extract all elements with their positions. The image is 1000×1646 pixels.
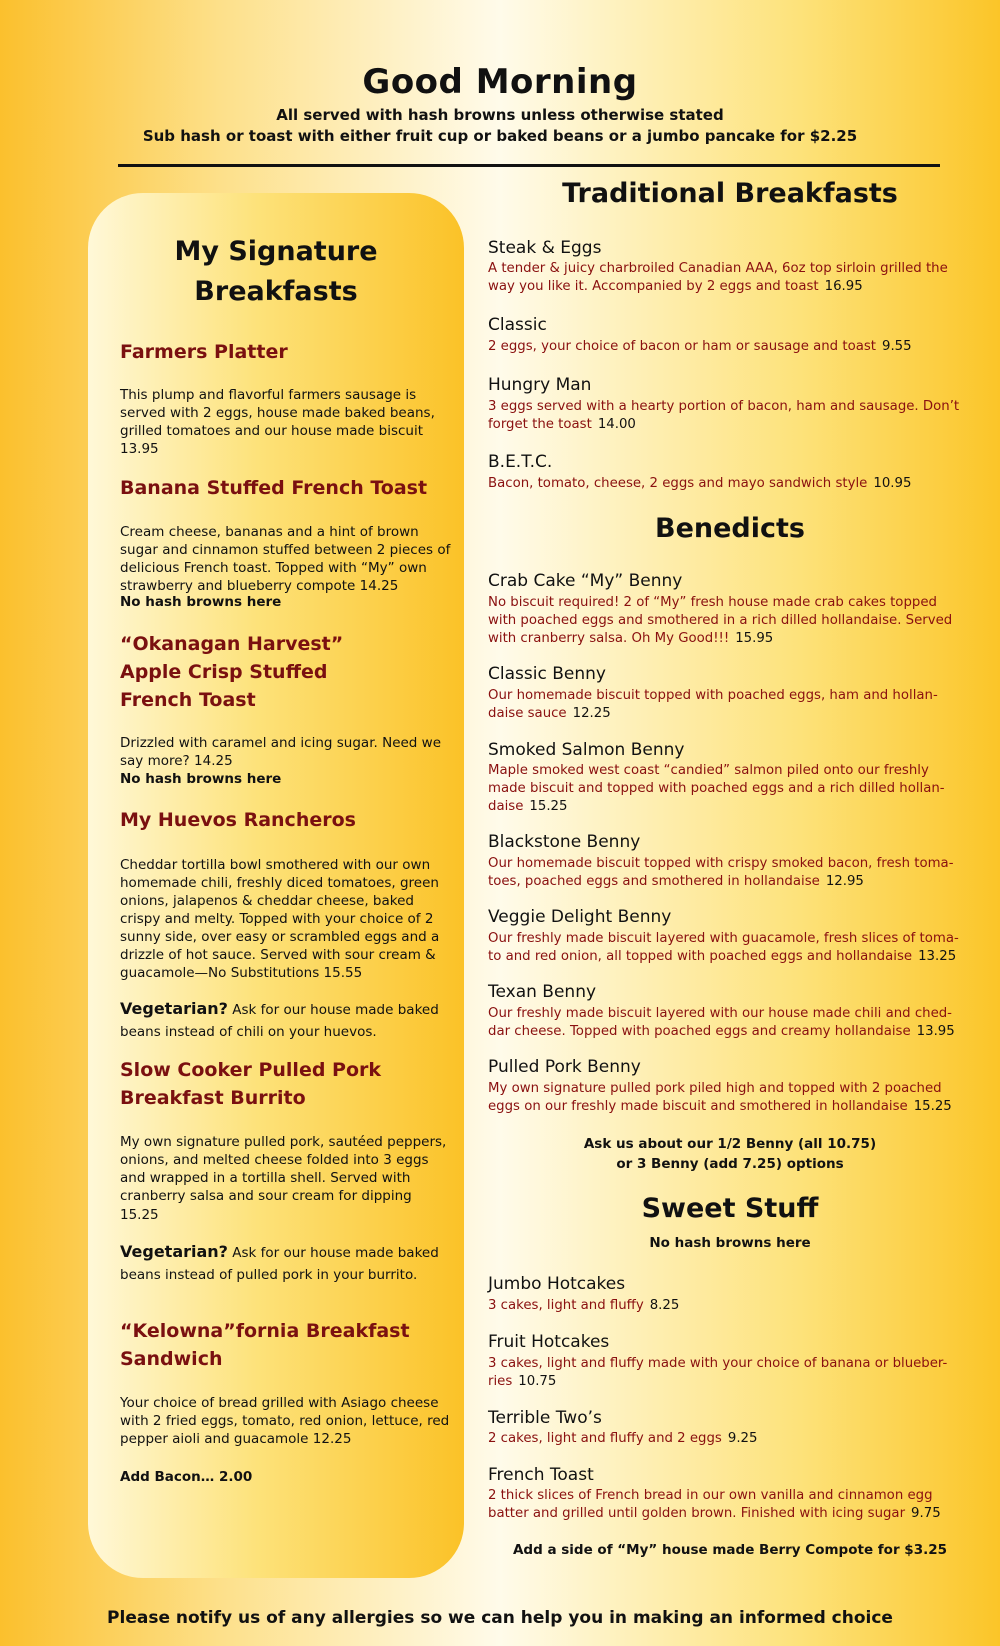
farmers-platter-desc: This plump and flavorful farmers sausage is served with 2 eggs, house made baked beans, grilled tomatoes and our house made biscuit 13.95 (120, 387, 435, 457)
desc-text: 2 thick slices of French bread in our own vanilla and cinnamon egg batter and grilled until golden brown. Finished with icing sugar (488, 1488, 933, 1521)
item-price: 15.25 (913, 1099, 952, 1114)
burrito-title-1: Slow Cooker Pulled Pork (120, 1059, 382, 1081)
sandwich-title-1: “Kelowna”fornia Breakfast (120, 1320, 410, 1342)
benedicts-title: Benedicts (655, 513, 805, 544)
menu-item-name: Fruit Hotcakes (488, 1332, 610, 1352)
three-benny-note: or 3 Benny (add 7.25) options (616, 1156, 844, 1172)
vegetarian-label: Vegetarian? (120, 999, 228, 1018)
item-price: 12.95 (825, 874, 864, 889)
okanagan-title-3: French Toast (120, 689, 256, 711)
desc-text: Our homemade biscuit topped with crispy smoked bacon, fresh toma-toes, poached eggs and smothered in hollandaise (488, 856, 954, 889)
desc-text: 2 eggs, your choice of bacon or ham or sausage and toast (488, 339, 876, 354)
berry-compote-note: Add a side of “My” house made Berry Compote for $3.25 (512, 1542, 948, 1558)
menu-item-desc (488, 1355, 968, 1391)
signature-title-line2: Breakfasts (194, 276, 358, 307)
desc-text: Maple smoked west coast “candied” salmon piled onto our freshly made biscuit and topped with poached eggs and a rich dilled hollan-daise (488, 763, 945, 814)
okanagan-title-1: “Okanagan Harvest” (120, 633, 344, 655)
menu-item-desc (488, 1005, 968, 1041)
desc-text: Bacon, tomato, cheese, 2 eggs and mayo sandwich style (488, 476, 868, 491)
item-price: 10.75 (518, 1374, 557, 1389)
menu-item-desc (488, 475, 968, 493)
menu-item-name: Smoked Salmon Benny (488, 740, 685, 760)
header-divider (118, 164, 940, 167)
menu-item-desc (488, 338, 968, 356)
menu-item-name: Crab Cake “My” Benny (488, 571, 683, 591)
menu-item-name: French Toast (488, 1465, 594, 1485)
sandwich-desc: Your choice of bread grilled with Asiago cheese with 2 fried eggs, tomato, red onion, lettuce, red pepper aioli and guacamole 12.25 (120, 1395, 450, 1447)
menu-item-name: Blackstone Benny (488, 832, 641, 852)
okanagan-title-2: Apple Crisp Stuffed (120, 661, 328, 683)
menu-item-desc (488, 855, 968, 891)
desc-text: 3 cakes, light and fluffy made with your choice of banana or blueber-ries (488, 1356, 948, 1389)
desc-text: A tender & juicy charbroiled Canadian AAA, 6oz top sirloin grilled the way you like it. Accompanied by 2 eggs and toast (488, 261, 948, 294)
menu-item-name: Jumbo Hotcakes (488, 1274, 626, 1294)
menu-item-desc (488, 930, 968, 966)
menu-item-desc (488, 1487, 968, 1523)
menu-item-name: Classic (488, 315, 547, 335)
vegetarian-text: Ask for our house made baked beans instead of chili on your huevos. (120, 1002, 439, 1040)
okanagan-desc: Drizzled with caramel and icing sugar. Need we say more? 14.25 (120, 735, 442, 769)
sandwich-addon: Add Bacon… 2.00 (120, 1469, 253, 1485)
sweet-stuff-title: Sweet Stuff (641, 1193, 819, 1224)
banana-toast-desc: Cream cheese, bananas and a hint of brown sugar and cinnamon stuffed between 2 pieces of delicious French toast. Topped with “My” own strawberry and blueberry compote 14.25 (120, 524, 451, 594)
vegetarian-text: Ask for our house made baked beans instead of pulled pork in your burrito. (120, 1245, 439, 1283)
page-title: Good Morning (362, 62, 638, 102)
item-price: 8.25 (649, 1298, 680, 1313)
menu-item-name: Hungry Man (488, 375, 592, 395)
desc-text: 3 eggs served with a hearty portion of bacon, ham and sausage. Don’t forget the toast (488, 399, 960, 432)
desc-text: Our freshly made biscuit layered with guacamole, fresh slices of toma-to and red onion, all topped with poached eggs and hollandaise (488, 931, 959, 964)
item-price: 15.25 (529, 799, 568, 814)
item-price: 9.55 (882, 339, 912, 354)
menu-item-name: Classic Benny (488, 664, 606, 684)
item-price: 15.95 (735, 631, 774, 646)
menu-item-name: Veggie Delight Benny (488, 907, 672, 927)
menu-item-desc (488, 398, 968, 434)
burrito-title-2: Breakfast Burrito (120, 1087, 306, 1109)
signature-title-line1: My Signature (174, 236, 378, 267)
item-price: 13.25 (918, 949, 957, 964)
menu-header (0, 62, 1000, 145)
burrito-vegetarian (120, 1241, 455, 1286)
item-price: 9.75 (911, 1506, 941, 1521)
burrito-price: 15.25 (120, 1207, 159, 1223)
farmers-platter-title: Farmers Platter (120, 341, 288, 363)
traditional-title: Traditional Breakfasts (562, 178, 898, 209)
sandwich-title-2: Sandwich (120, 1348, 223, 1370)
menu-item-name: Terrible Two’s (488, 1408, 602, 1428)
menu-item-name: B.E.T.C. (488, 452, 553, 472)
menu-item-name: Texan Benny (488, 982, 597, 1002)
menu-item-desc (488, 687, 968, 723)
desc-text: Our homemade biscuit topped with poached eggs, ham and hollan-daise sauce (488, 688, 938, 721)
item-price: 12.25 (572, 706, 611, 721)
header-subline-2: Sub hash or toast with either fruit cup or baked beans or a jumbo pancake for $2.25 (142, 127, 858, 145)
sweet-stuff-subtitle: No hash browns here (649, 1235, 811, 1251)
menu-item-desc (488, 260, 968, 296)
desc-text: 2 cakes, light and fluffy and 2 eggs (488, 1431, 722, 1446)
desc-text: My own signature pulled pork piled high and topped with 2 poached eggs on our freshly made biscuit and smothered in hollandaise (488, 1081, 942, 1114)
burrito-desc: My own signature pulled pork, sautéed peppers, onions, and melted cheese folded into 3 eggs and wrapped in a tortilla shell. Served with cranberry salsa and sour cream for dipping (120, 1134, 447, 1204)
menu-item-name: Pulled Pork Benny (488, 1057, 641, 1077)
header-subline: All served with hash browns unless otherwise stated (276, 106, 724, 124)
okanagan-note: No hash browns here (120, 771, 282, 787)
banana-toast-note: No hash browns here (120, 594, 282, 610)
item-price: 14.00 (597, 417, 636, 432)
banana-toast-title: Banana Stuffed French Toast (120, 477, 428, 499)
vegetarian-label: Vegetarian? (120, 1242, 228, 1261)
desc-text: 3 cakes, light and fluffy (488, 1298, 644, 1313)
menu-item-desc (488, 594, 968, 648)
desc-text: No biscuit required! 2 of “My” fresh house made crab cakes topped with poached eggs and smothered in a rich dilled hollandaise. Served with cranberry salsa. Oh My Good!!! (488, 595, 953, 646)
item-price: 9.25 (727, 1431, 758, 1446)
item-price: 16.95 (824, 279, 863, 294)
huevos-title: My Huevos Rancheros (120, 809, 356, 831)
menu-item-desc (488, 762, 968, 816)
item-price: 13.95 (916, 1024, 955, 1039)
menu-item-desc (488, 1430, 968, 1448)
allergy-footer: Please notify us of any allergies so we can help you in making an informed choice (107, 1608, 893, 1628)
half-benny-note: Ask us about our 1/2 Benny (all 10.75) (583, 1136, 877, 1152)
desc-text: Our freshly made biscuit layered with our house made chili and ched-dar cheese. Topped with poached eggs and creamy hollandaise (488, 1006, 952, 1039)
menu-item-name: Steak & Eggs (488, 238, 602, 258)
huevos-vegetarian (120, 998, 455, 1043)
huevos-desc: Cheddar tortilla bowl smothered with our own homemade chili, freshly diced tomatoes, green onions, jalapenos & cheddar cheese, baked crispy and melty. Topped with your choice of 2 sunny side, over easy or scrambled eggs and a drizzle of hot sauce. Served with sour cream & guacamole—No Substitutions 15.55 (120, 857, 440, 981)
menu-item-desc (488, 1297, 968, 1315)
menu-item-desc (488, 1080, 968, 1116)
item-price: 10.95 (873, 476, 912, 491)
